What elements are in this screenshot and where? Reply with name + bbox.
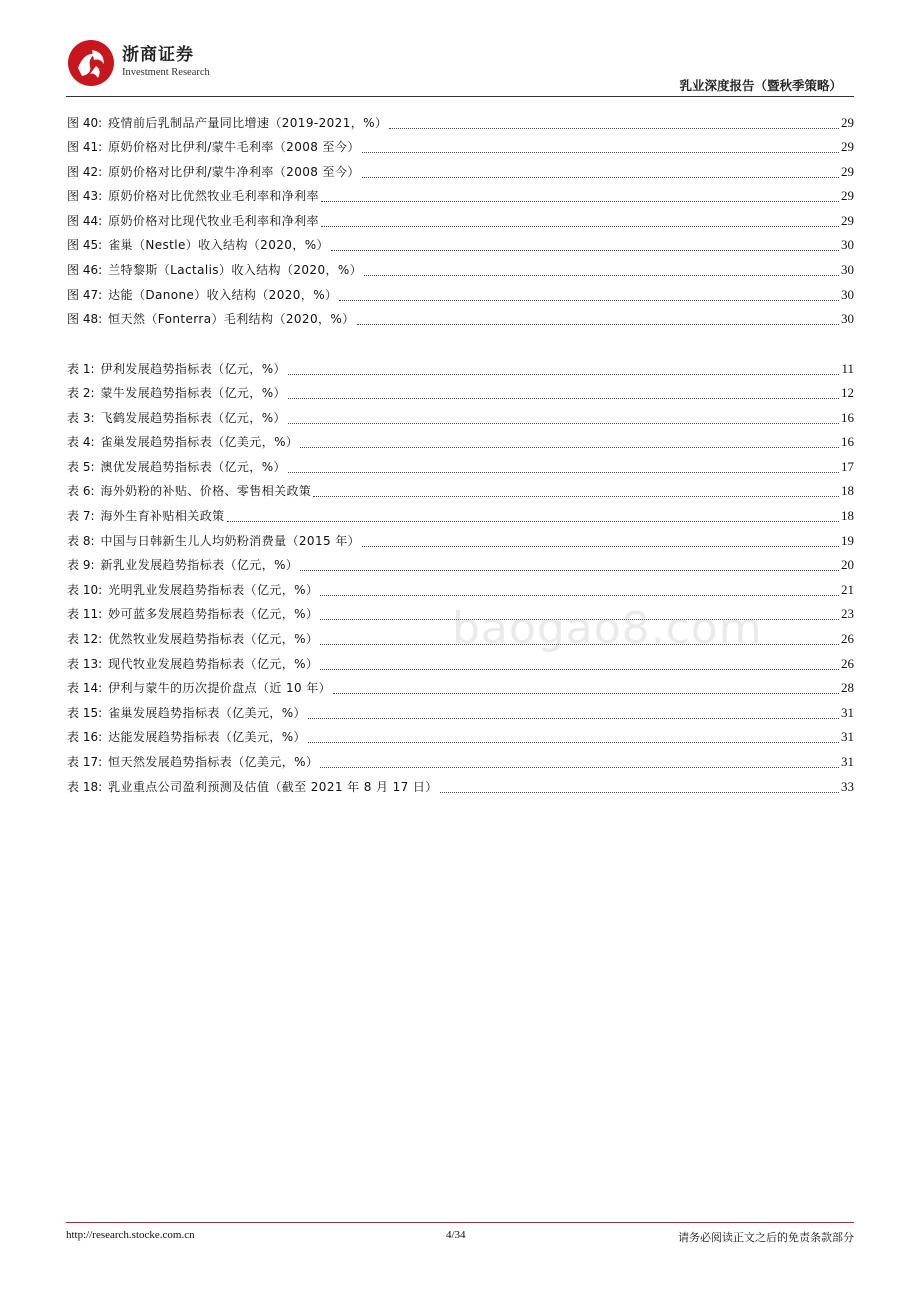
entry-page-number: 33 [841,778,854,794]
footer-divider [66,1222,854,1223]
entry-label: 表 3: [67,410,95,425]
toc-entry[interactable] [67,556,854,581]
entry-label: 图 44: [67,213,103,228]
dot-leader [321,213,839,227]
entry-label: 图 45: [67,238,103,253]
entry-title: 伊利与蒙牛的历次提价盘点（近 10 年） [108,681,332,696]
entry-title: 中国与日韩新生儿人均奶粉消费量（2015 年） [100,533,361,548]
entry-label: 表 1: [67,361,95,376]
toc-entry[interactable] [67,261,854,286]
toc-entry[interactable] [67,728,854,753]
entry-title: 原奶价格对比伊利/蒙牛净利率（2008 至今） [108,164,360,179]
toc-entry[interactable] [67,408,854,433]
entry-title: 雀巢发展趋势指标表（亿美元，%） [100,435,299,450]
entry-page-number: 29 [841,139,854,155]
dot-leader [320,755,839,769]
watermark: baogao8.com [452,603,763,654]
entry-label: 表 6: [67,484,95,499]
toc-entry[interactable] [67,285,854,310]
entry-label: 表 15: [67,705,103,720]
entry-title: 飞鹤发展趋势指标表（亿元，%） [100,410,286,425]
toc-entry[interactable] [67,113,854,138]
entry-label: 表 13: [67,656,103,671]
dot-leader [288,361,840,375]
entry-page-number: 31 [841,704,854,720]
dot-leader [288,386,839,400]
entry-label: 表 7: [67,509,95,524]
figure-list [67,113,854,334]
entry-title: 新乳业发展趋势指标表（亿元，%） [100,558,299,573]
entry-label: 表 16: [67,730,103,745]
entry-title: 妙可蓝多发展趋势指标表（亿元，%） [108,607,319,622]
entry-title: 原奶价格对比现代牧业毛利率和净利率 [108,213,319,228]
footer-url-link[interactable]: http://research.stocke.com.cn [66,1229,195,1241]
dot-leader [362,533,839,547]
dot-leader [308,705,839,719]
dot-leader [288,459,839,473]
entry-title: 恒天然发展趋势指标表（亿美元，%） [108,755,319,769]
page-header [66,38,854,98]
entry-title: 乳业重点公司盈利预测及估值（截至 2021 年 8 月 17 日） [108,779,438,794]
entry-title: 兰特黎斯（Lactalis）收入结构（2020，%） [108,263,363,278]
entry-page-number: 16 [841,409,854,425]
entry-page-number: 21 [841,581,854,597]
entry-page-number: 23 [841,606,854,622]
entry-page-number: 30 [841,286,854,302]
toc-entry[interactable] [67,211,854,236]
report-title: 乳业深度报告（暨秋季策略） [679,78,842,93]
brand-name-cn: 浙商证券 [122,45,194,65]
entry-title: 雀巢发展趋势指标表（亿美元，%） [108,705,306,720]
entry-title: 现代牧业发展趋势指标表（亿元，%） [108,656,319,671]
entry-page-number: 29 [841,188,854,204]
entry-label: 图 48: [67,312,103,327]
dot-leader [321,189,839,203]
entry-page-number: 26 [841,631,854,647]
entry-label: 图 41: [67,140,103,155]
toc-entry[interactable] [67,457,854,482]
brand-name-en: Investment Research [122,67,210,78]
entry-title: 雀巢（Nestle）收入结构（2020，%） [108,238,329,253]
entry-page-number: 29 [841,212,854,228]
toc-entry[interactable] [67,531,854,556]
toc-entry[interactable] [67,138,854,163]
entry-label: 表 5: [67,459,95,474]
dot-leader [227,509,839,523]
entry-label: 表 9: [67,558,95,573]
entry-page-number: 12 [841,385,854,401]
entry-title: 海外生育补贴相关政策 [100,509,225,524]
entry-label: 表 17: [67,755,103,769]
entry-label: 表 4: [67,435,95,450]
entry-title: 疫情前后乳制品产量同比增速（2019-2021，%） [108,115,388,130]
entry-page-number: 17 [841,458,854,474]
dot-leader [313,484,839,498]
toc-entry[interactable] [67,580,854,605]
entry-label: 表 10: [67,582,103,597]
entry-page-number: 18 [841,483,854,499]
toc-entry[interactable] [67,753,854,778]
dot-leader [389,115,839,129]
entry-label: 图 47: [67,287,103,302]
entry-label: 表 8: [67,533,95,548]
dot-leader [357,312,839,326]
toc-entry[interactable] [67,433,854,458]
entry-title: 原奶价格对比优然牧业毛利率和净利率 [108,189,319,204]
entry-page-number: 20 [841,557,854,573]
dot-leader [308,730,839,744]
entry-label: 表 18: [67,779,103,794]
toc-entry[interactable] [67,187,854,212]
toc-entry[interactable] [67,703,854,728]
toc-entry[interactable] [67,507,854,532]
entry-title: 澳优发展趋势指标表（亿元，%） [100,459,286,474]
entry-page-number: 31 [841,754,854,769]
dot-leader [331,238,839,252]
entry-page-number: 29 [841,114,854,130]
dot-leader [362,140,839,154]
dot-leader [320,582,839,596]
dot-leader [364,263,839,277]
table-list [67,359,854,802]
entry-title: 蒙牛发展趋势指标表（亿元，%） [100,386,286,401]
page-number: 4/34 [446,1229,466,1241]
entry-page-number: 30 [841,262,854,278]
entry-title: 伊利发展趋势指标表（亿元，%） [100,361,286,376]
toc-entry[interactable] [67,359,854,384]
dot-leader [300,435,839,449]
dot-leader [288,410,839,424]
dot-leader [339,287,839,301]
entry-page-number: 26 [841,655,854,671]
entry-label: 图 43: [67,189,103,204]
entry-title: 光明乳业发展趋势指标表（亿元，%） [108,582,319,597]
entry-title: 优然牧业发展趋势指标表（亿元，%） [108,632,319,647]
dot-leader [333,681,839,695]
entry-title: 原奶价格对比伊利/蒙牛毛利率（2008 至今） [108,140,360,155]
entry-page-number: 19 [841,532,854,548]
toc-entry[interactable] [67,162,854,187]
entry-title: 恒天然（Fonterra）毛利结构（2020，%） [108,312,355,327]
entry-label: 图 46: [67,263,103,278]
entry-page-number: 30 [841,237,854,253]
entry-page-number: 29 [841,163,854,179]
toc-entry[interactable] [67,482,854,507]
toc-entry[interactable] [67,236,854,261]
toc-entry[interactable] [67,384,854,409]
entry-label: 图 40: [67,115,103,130]
brand-logo [66,38,210,88]
disclaimer-note: 请务必阅读正文之后的免责条款部分 [678,1231,854,1244]
entry-page-number: 11 [841,360,854,376]
entry-page-number: 30 [841,311,854,327]
dot-leader [440,779,839,793]
dot-leader [320,656,839,670]
entry-label: 表 12: [67,632,103,647]
entry-page-number: 28 [841,680,854,696]
entry-title: 达能（Danone）收入结构（2020，%） [108,287,338,302]
toc-entry[interactable] [67,654,854,679]
brand-logo-icon [66,38,116,88]
entry-page-number: 18 [841,508,854,524]
entry-title: 达能发展趋势指标表（亿美元，%） [108,730,306,745]
toc-entry[interactable] [67,679,854,704]
entry-label: 图 42: [67,164,103,179]
entry-page-number: 31 [841,729,854,745]
entry-title: 海外奶粉的补贴、价格、零售相关政策 [100,484,312,499]
dot-leader [362,164,839,178]
entry-page-number: 16 [841,434,854,450]
header-divider [66,96,854,97]
entry-label: 表 11: [67,607,103,622]
entry-label: 表 14: [67,681,103,696]
toc-entry[interactable] [67,777,854,802]
dot-leader [300,558,839,572]
toc-entry[interactable] [67,310,854,335]
entry-label: 表 2: [67,386,95,401]
